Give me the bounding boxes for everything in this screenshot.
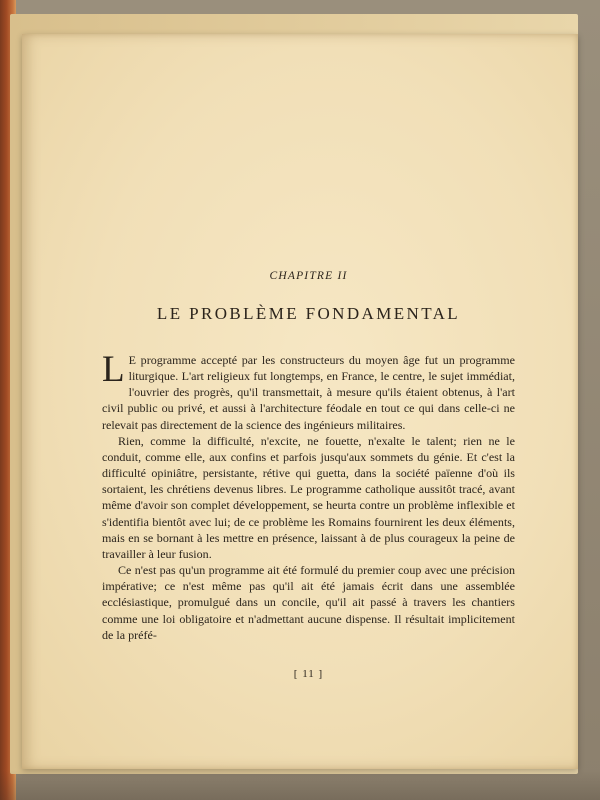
bottom-shadow [0,770,600,800]
paragraph-2: Rien, comme la difficulté, n'excite, ne fouette, n'exalte le talent; rien ne le conduit, comme elle, aux confins et parfois jusqu'aux sommets du génie. Et c'est la difficulté opiniâtre, persistante, rétive qui guetta, dans la société païenne d'où ils sortaient, les chrétiens devenus libres. Le programme catholique aussitôt tracé, avant même d'avoir son complet développement, se heurta contre un problème inflexible et s'identifia bientôt avec lui; de ce problème les Romains fournirent les deux éléments, mais en se bornant à les mettre en présence, laissant à de plus courageux la peine de travailler à leur fusion. [102,433,515,561]
page-stack [10,14,578,774]
chapter-label: CHAPITRE II [269,270,348,282]
page-number: [ 11 ] [293,668,324,680]
paragraph-1 [102,349,515,433]
drop-cap: L [102,349,125,390]
chapter-title: LE PROBLÈME FONDAMENTAL [156,304,461,323]
body-text [102,349,515,643]
paragraph-3: Ce n'est pas qu'un programme ait été formulé du premier coup avec une précision impérative; ce n'est même pas qu'il ait été jamais écrit dans une assemblée ecclésiastique, promulgué dans un concile, qu'il ait passé à travers les chantiers comme une loi obligatoire et n'admettant aucune dispense. Il résultait implicitement de la préfé- [102,563,515,642]
paragraph-1-text: E programme accepté par les constructeurs du moyen âge fut un programme liturgique. L'art religieux fut longtemps, en France, le centre, le sujet immédiat, l'ouvrier des progrès, qu'il transmettait, à mesure qu'ils étaient obtenus, à l'art civil public ou privé, et aussi à l'architecture féodale en tout ce qui dans celle-ci ne relevait pas directement de la science des ingénieurs militaires. [102,353,515,432]
book-page [22,34,578,769]
